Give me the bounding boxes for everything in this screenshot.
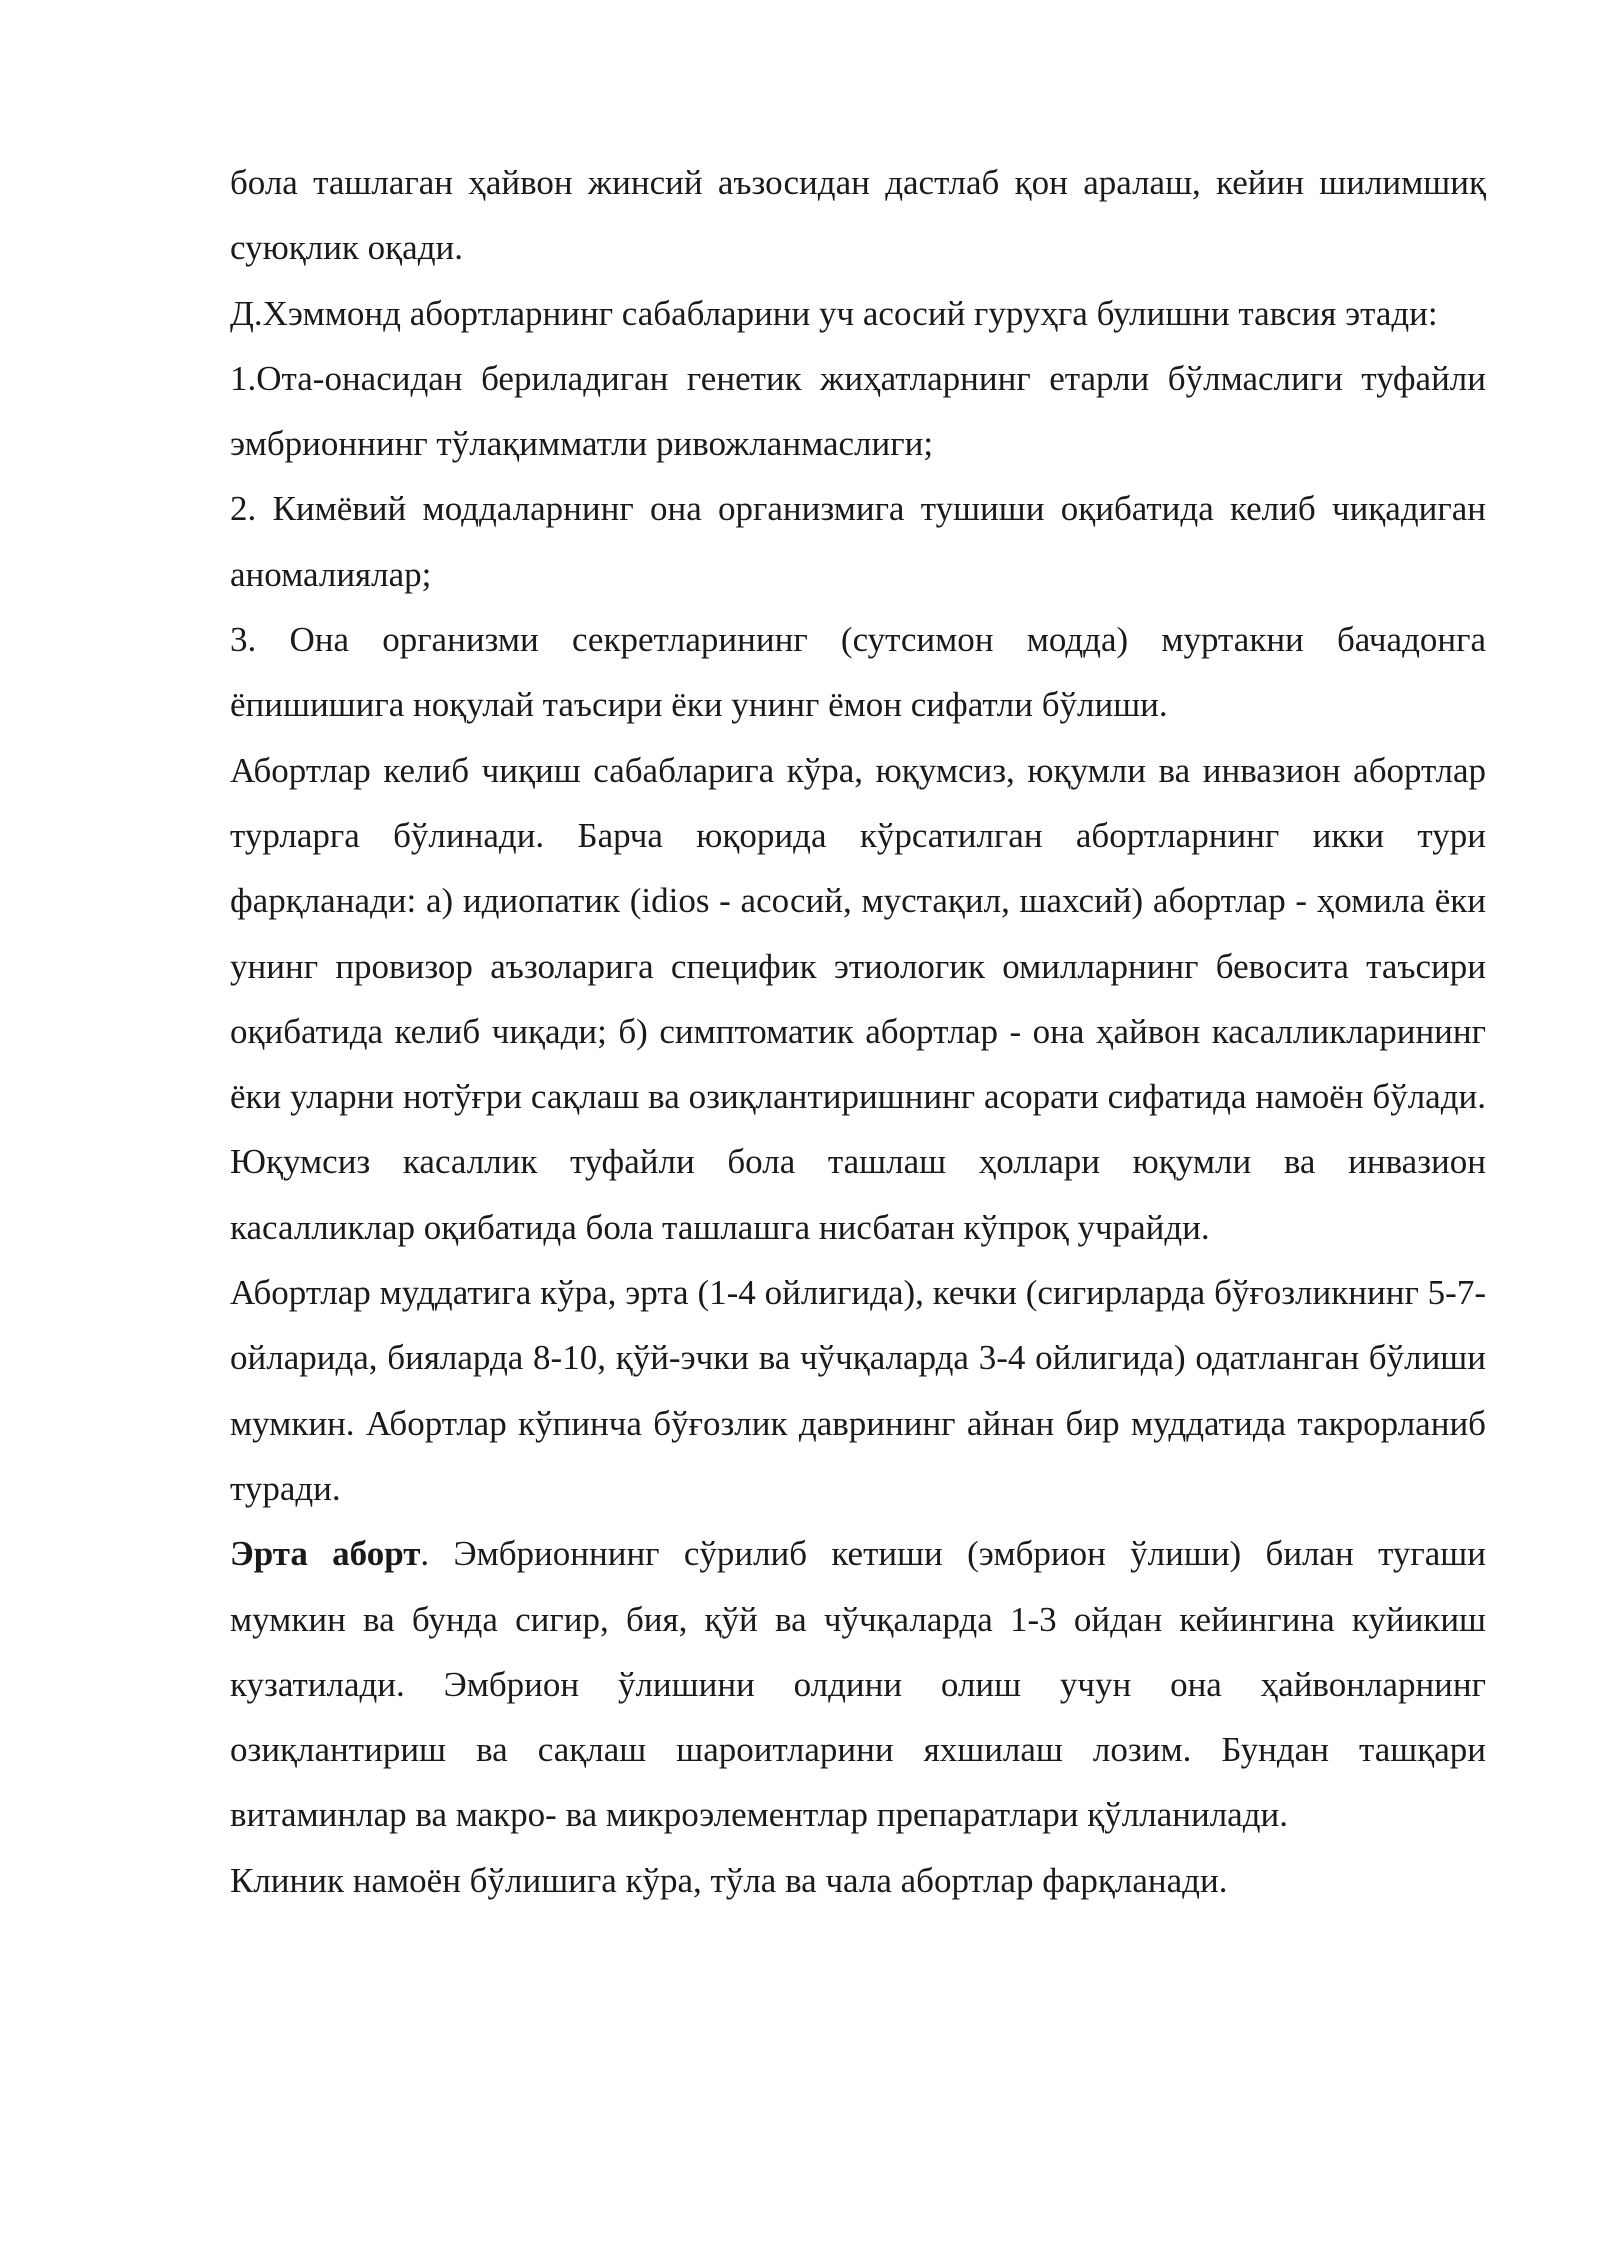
paragraph-3: 1.Ота-онасидан бериладиган генетик жиҳатларнинг етарли бўлмаслиги туфайли эмбрионнинг тўлақимматли ривожланмаслиги;	[230, 358, 1486, 464]
paragraph-1: бола ташлаган ҳайвон жинсий аъзосидан дастлаб қон аралаш, кейин шилимшиқ суюқлик оқади.	[230, 163, 1486, 268]
body-text	[230, 150, 1486, 1913]
paragraph-7: Абортлар муддатига кўра, эрта (1-4 ойлигида), кечки (сигирларда бўғозликнинг 5-7- ойларида, бияларда 8-10, қўй-эчки ва чўчқаларда 3-4 ойлигида) одатланган бўлиши мумкин. Абортлар кўпинча бўғозлик даврининг айнан бир муддатида такрорланиб туради.	[230, 1273, 1486, 1508]
paragraph-2: Д.Хэммонд абортларнинг сабабларини уч асосий гуруҳга булишни тавсия этади:	[230, 293, 1438, 333]
paragraph-4: 2. Кимёвий моддаларнинг она организмига тушиши оқибатида келиб чиқадиган аномалиялар;	[230, 489, 1486, 594]
paragraph-9: Клиник намоён бўлишига кўра, тўла ва чала абортлар фарқланади.	[230, 1860, 1228, 1900]
paragraph-5: 3. Она организми секретларининг (сутсимон модда) муртакни бачадонга ёпишишига ноқулай таъсири ёки унинг ёмон сифатли бўлиши.	[230, 620, 1486, 725]
early-abortion-heading: Эрта аборт	[230, 1534, 421, 1574]
paragraph-8	[230, 1521, 1486, 1847]
paragraph-8-text: . Эмбрионнинг сўрилиб кетиши (эмбрион ўлиши) билан тугаши мумкин ва бунда сигир, бия, қўй ва чўчқаларда 1-3 ойдан кейингина куйикиш кузатилади. Эмбрион ўлишини олдини олиш учун она ҳайвонларнинг озиқлантириш ва сақлаш шароитларини яхшилаш лозим. Бундан ташқари витаминлар ва макро- ва микроэлементлар препаратлари қўлланилади.	[230, 1534, 1486, 1835]
paragraph-6: Абортлар келиб чиқиш сабабларига кўра, юқумсиз, юқумли ва инвазион абортлар турларга бўлинади. Барча юқорида кўрсатилган абортларнинг икки тури фарқланади: а) идиопатик (idios - асосий, мустақил, шахсий) абортлар - ҳомила ёки унинг провизор аъзоларига специфик этиологик омилларнинг бевосита таъсири оқибатида келиб чиқади; б) симптоматик абортлар - она ҳайвон касалликларининг ёки уларни нотўғри сақлаш ва озиқлантиришнинг асорати сифатида намоён бўлади. Юқумсиз касаллик туфайли бола ташлаш ҳоллари юқумли ва инвазион касалликлар оқибатида бола ташлашга нисбатан кўпроқ учрайди.	[230, 750, 1486, 1247]
